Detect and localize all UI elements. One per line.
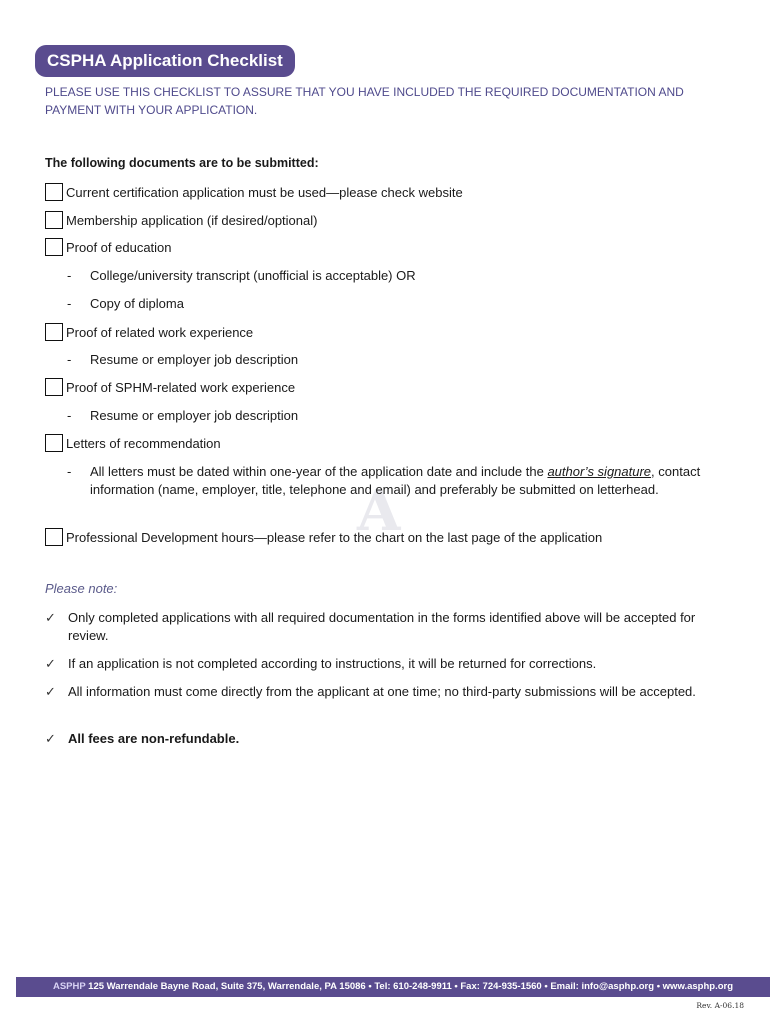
- checklist-item-label: Proof of education: [66, 239, 172, 255]
- footer-brand: ASPHP: [52, 981, 86, 992]
- note-item: [45, 730, 708, 748]
- note-text: If an application is not completed according to instructions, it will be returned for corrections.: [68, 656, 597, 671]
- recommendation-text-end: , contact information (name, employer, title, telephone and email) and preferably be submitted on letterhead.: [90, 464, 701, 497]
- sub-item: [67, 463, 710, 499]
- watermark-letter: A: [357, 478, 401, 544]
- authors-signature-emphasis: author’s signature: [547, 464, 652, 479]
- recommendation-text-start: All letters must be dated within one-year of the application date and include the: [90, 464, 548, 479]
- checkbox[interactable]: [45, 238, 63, 256]
- dash: -: [67, 268, 72, 283]
- checklist-item-label: Membership application (if desired/optional): [66, 212, 318, 228]
- checkmark-icon: ✓: [45, 684, 56, 699]
- footer-contact: 125 Warrendale Bayne Road, Suite 375, Warrendale, PA 15086 • Tel: 610-248-9911 • Fax: 724-935-1560 • Email: info@asphp.org • www.asphp.org: [85, 981, 734, 992]
- dash: -: [67, 296, 72, 311]
- checkbox[interactable]: [45, 323, 63, 341]
- checklist-item-label: Proof of SPHM-related work experience: [66, 379, 296, 395]
- checklist-item[interactable]: [45, 376, 295, 398]
- sub-item: [67, 295, 710, 313]
- checkbox[interactable]: [45, 528, 63, 546]
- sub-item: [67, 267, 710, 285]
- checkbox[interactable]: [45, 211, 63, 229]
- revision-label: Rev. A-06.18: [696, 1001, 744, 1010]
- sub-item: [67, 407, 710, 425]
- note-item: [45, 655, 708, 673]
- checklist-item-label: Professional Development hours—please refer to the chart on the last page of the application: [66, 529, 603, 545]
- checklist-item[interactable]: [45, 432, 221, 454]
- page-title: CSPHA Application Checklist: [35, 45, 295, 77]
- sub-item-text: Resume or employer job description: [90, 408, 299, 423]
- checklist-item-label: Letters of recommendation: [66, 435, 221, 451]
- intro-text: PLEASE USE THIS CHECKLIST TO ASSURE THAT YOU HAVE INCLUDED THE REQUIRED DOCUMENTATION AND PAYMENT WITH YOUR APPLICATION.: [45, 85, 684, 117]
- dash: -: [67, 464, 72, 479]
- checkmark-icon: ✓: [45, 656, 56, 671]
- sub-item: [67, 351, 710, 369]
- checklist-item[interactable]: [45, 236, 172, 258]
- checklist-item[interactable]: [45, 181, 463, 203]
- note-item: [45, 683, 708, 701]
- checklist-item[interactable]: [45, 321, 253, 343]
- note-text: All fees are non-refundable.: [68, 731, 240, 746]
- dash: -: [67, 408, 72, 423]
- checkbox[interactable]: [45, 434, 63, 452]
- footer-bar: [16, 977, 770, 997]
- sub-item-text: [90, 463, 710, 499]
- sub-item-text: Copy of diploma: [90, 296, 184, 311]
- dash: -: [67, 352, 72, 367]
- documents-heading: The following documents are to be submitted:: [45, 156, 319, 170]
- note-text: Only completed applications with all required documentation in the forms identified above will be accepted for review.: [68, 610, 696, 643]
- sub-item-text: Resume or employer job description: [90, 352, 299, 367]
- note-heading: Please note:: [45, 581, 118, 596]
- note-item: [45, 609, 708, 645]
- checklist-item-label: Current certification application must be used—please check website: [66, 184, 463, 200]
- checklist-item-label: Proof of related work experience: [66, 324, 254, 340]
- checkmark-icon: ✓: [45, 610, 56, 625]
- checklist-item[interactable]: [45, 209, 317, 231]
- checkbox[interactable]: [45, 183, 63, 201]
- sub-item-text: College/university transcript (unofficial is acceptable) OR: [90, 268, 416, 283]
- checkmark-icon: ✓: [45, 731, 56, 746]
- checklist-item[interactable]: [45, 526, 602, 548]
- checkbox[interactable]: [45, 378, 63, 396]
- note-text: All information must come directly from the applicant at one time; no third-party submissions will be accepted.: [68, 684, 696, 699]
